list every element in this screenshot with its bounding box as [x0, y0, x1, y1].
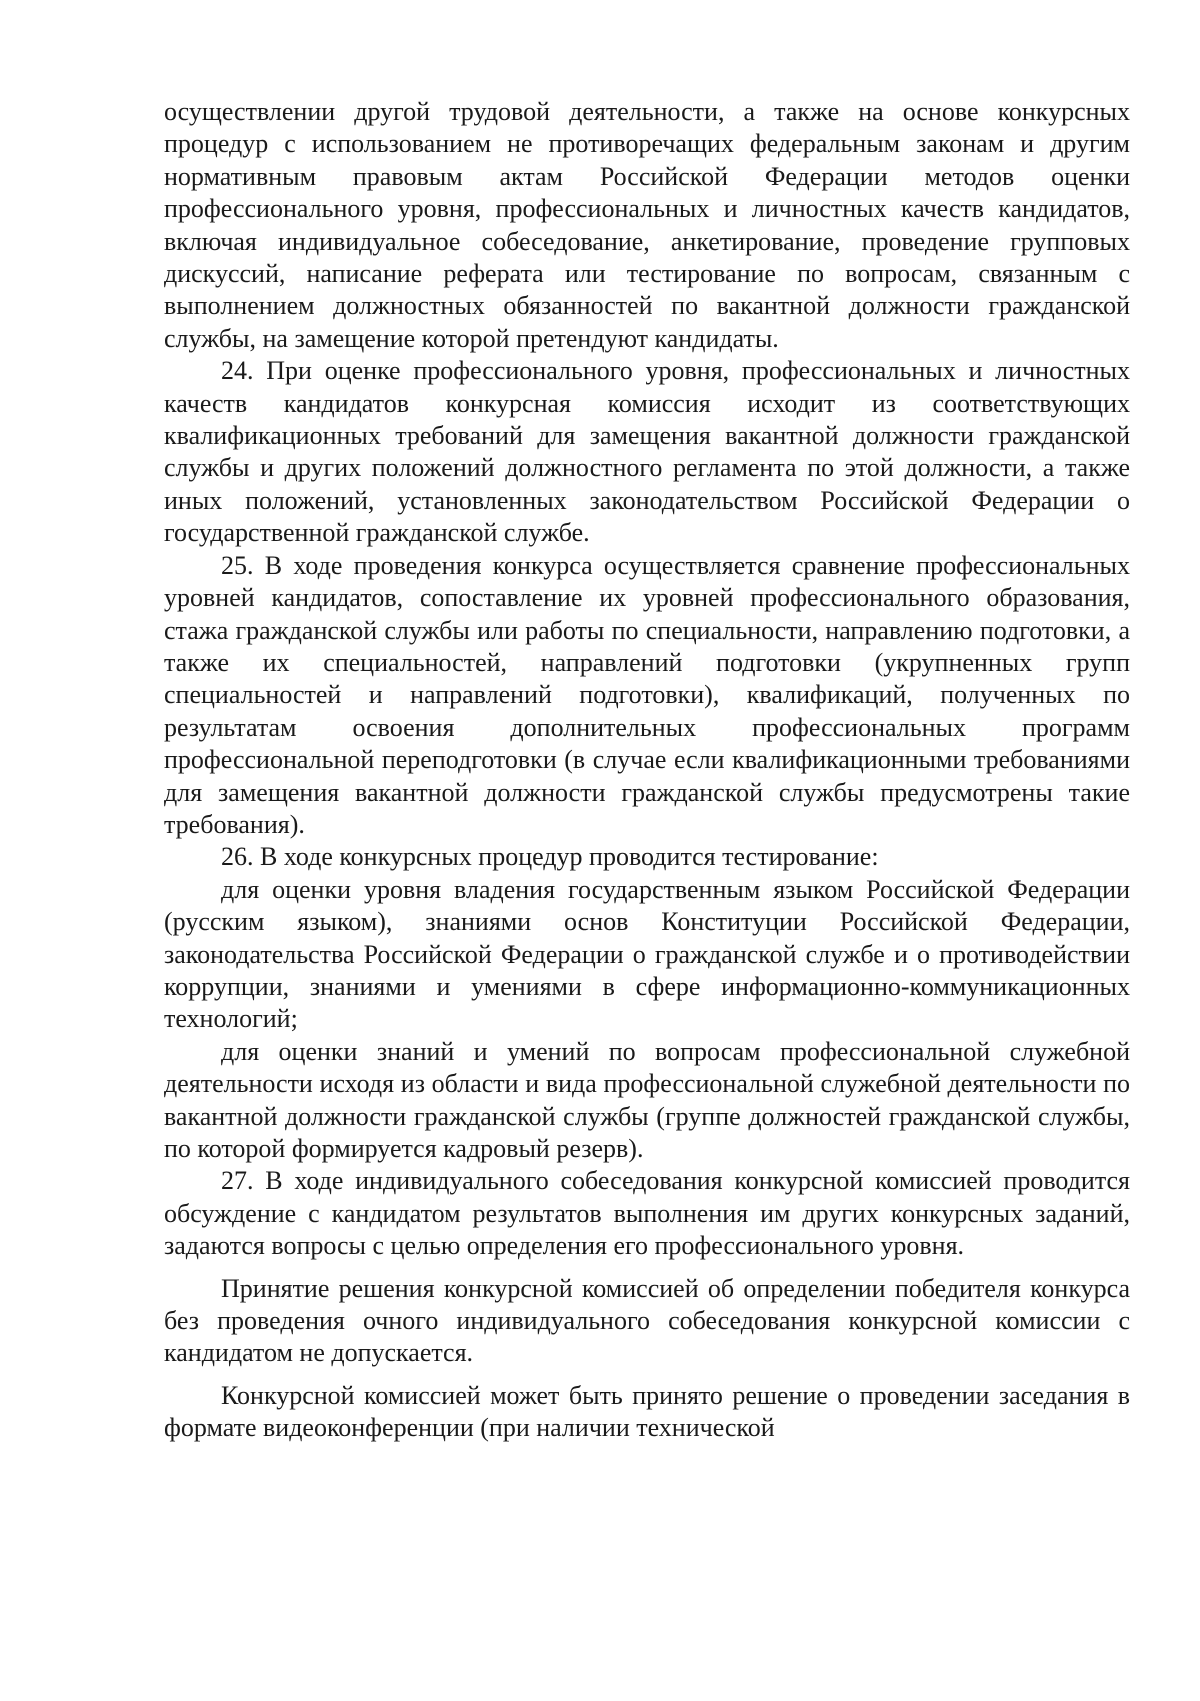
- paragraph-continuation: осуществлении другой трудовой деятельности, а также на основе конкурсных процедур с использованием не противоречащих федеральным законам и другим нормативным правовым актам Российской Федерации методов оценки профессионального уровня, профессиональных и личностных качеств кандидатов, включая индивидуальное собеседование, анкетирование, проведение групповых дискуссий, написание реферата или тестирование по вопросам, связанным с выполнением должностных обязанностей по вакантной должности гражданской службы, на замещение которой претендуют кандидаты.: [164, 97, 1130, 353]
- document-body: [164, 96, 1130, 1445]
- paragraph-27: 27. В ходе индивидуального собеседования конкурсной комиссией проводится обсуждение с кандидатом результатов выполнения им других конкурсных заданий, задаются вопросы с целью определения его профессионального уровня.: [164, 1166, 1130, 1261]
- paragraph-26-item-2: для оценки знаний и умений по вопросам профессиональной служебной деятельности исходя из области и вида профессиональной служебной деятельности по вакантной должности гражданской службы (группе должностей гражданской службы, по которой формируется кадровый резерв).: [164, 1036, 1130, 1163]
- paragraph-24: 24. При оценке профессионального уровня, профессиональных и личностных качеств кандидатов конкурсная комиссия исходит из соответствующих квалификационных требований для замещения вакантной должности гражданской службы и других положений должностного регламента по этой должности, а также иных положений, установленных законодательством Российской Федерации о государственной гражданской службе.: [164, 356, 1130, 548]
- paragraph-25: 25. В ходе проведения конкурса осуществляется сравнение профессиональных уровней кандидатов, сопоставление их уровней профессионального образования, стажа гражданской службы или работы по специальности, направлению подготовки, а также их специальностей, направлений подготовки (укрупненных групп специальностей и направлений подготовки), квалификаций, полученных по результатам освоения дополнительных профессиональных программ профессиональной переподготовки (в случае если квалификационными требованиями для замещения вакантной должности гражданской службы предусмотрены такие требования).: [164, 550, 1130, 839]
- paragraph-26: 26. В ходе конкурсных процедур проводится тестирование:: [221, 842, 879, 872]
- paragraph-27-videoconference: Конкурсной комиссией может быть принято решение о проведении заседания в формате видеоконференции (при наличии технической: [164, 1380, 1130, 1443]
- paragraph-27-decision: Принятие решения конкурсной комиссией об определении победителя конкурса без проведения очного индивидуального собеседования конкурсной комиссии с кандидатом не допускается.: [164, 1273, 1130, 1368]
- paragraph-26-item-1: для оценки уровня владения государственным языком Российской Федерации (русским языком), знаниями основ Конституции Российской Федерации, законодательства Российской Федерации о гражданской службе и о противодействии коррупции, знаниями и умениями в сфере информационно-коммуникационных технологий;: [164, 874, 1130, 1034]
